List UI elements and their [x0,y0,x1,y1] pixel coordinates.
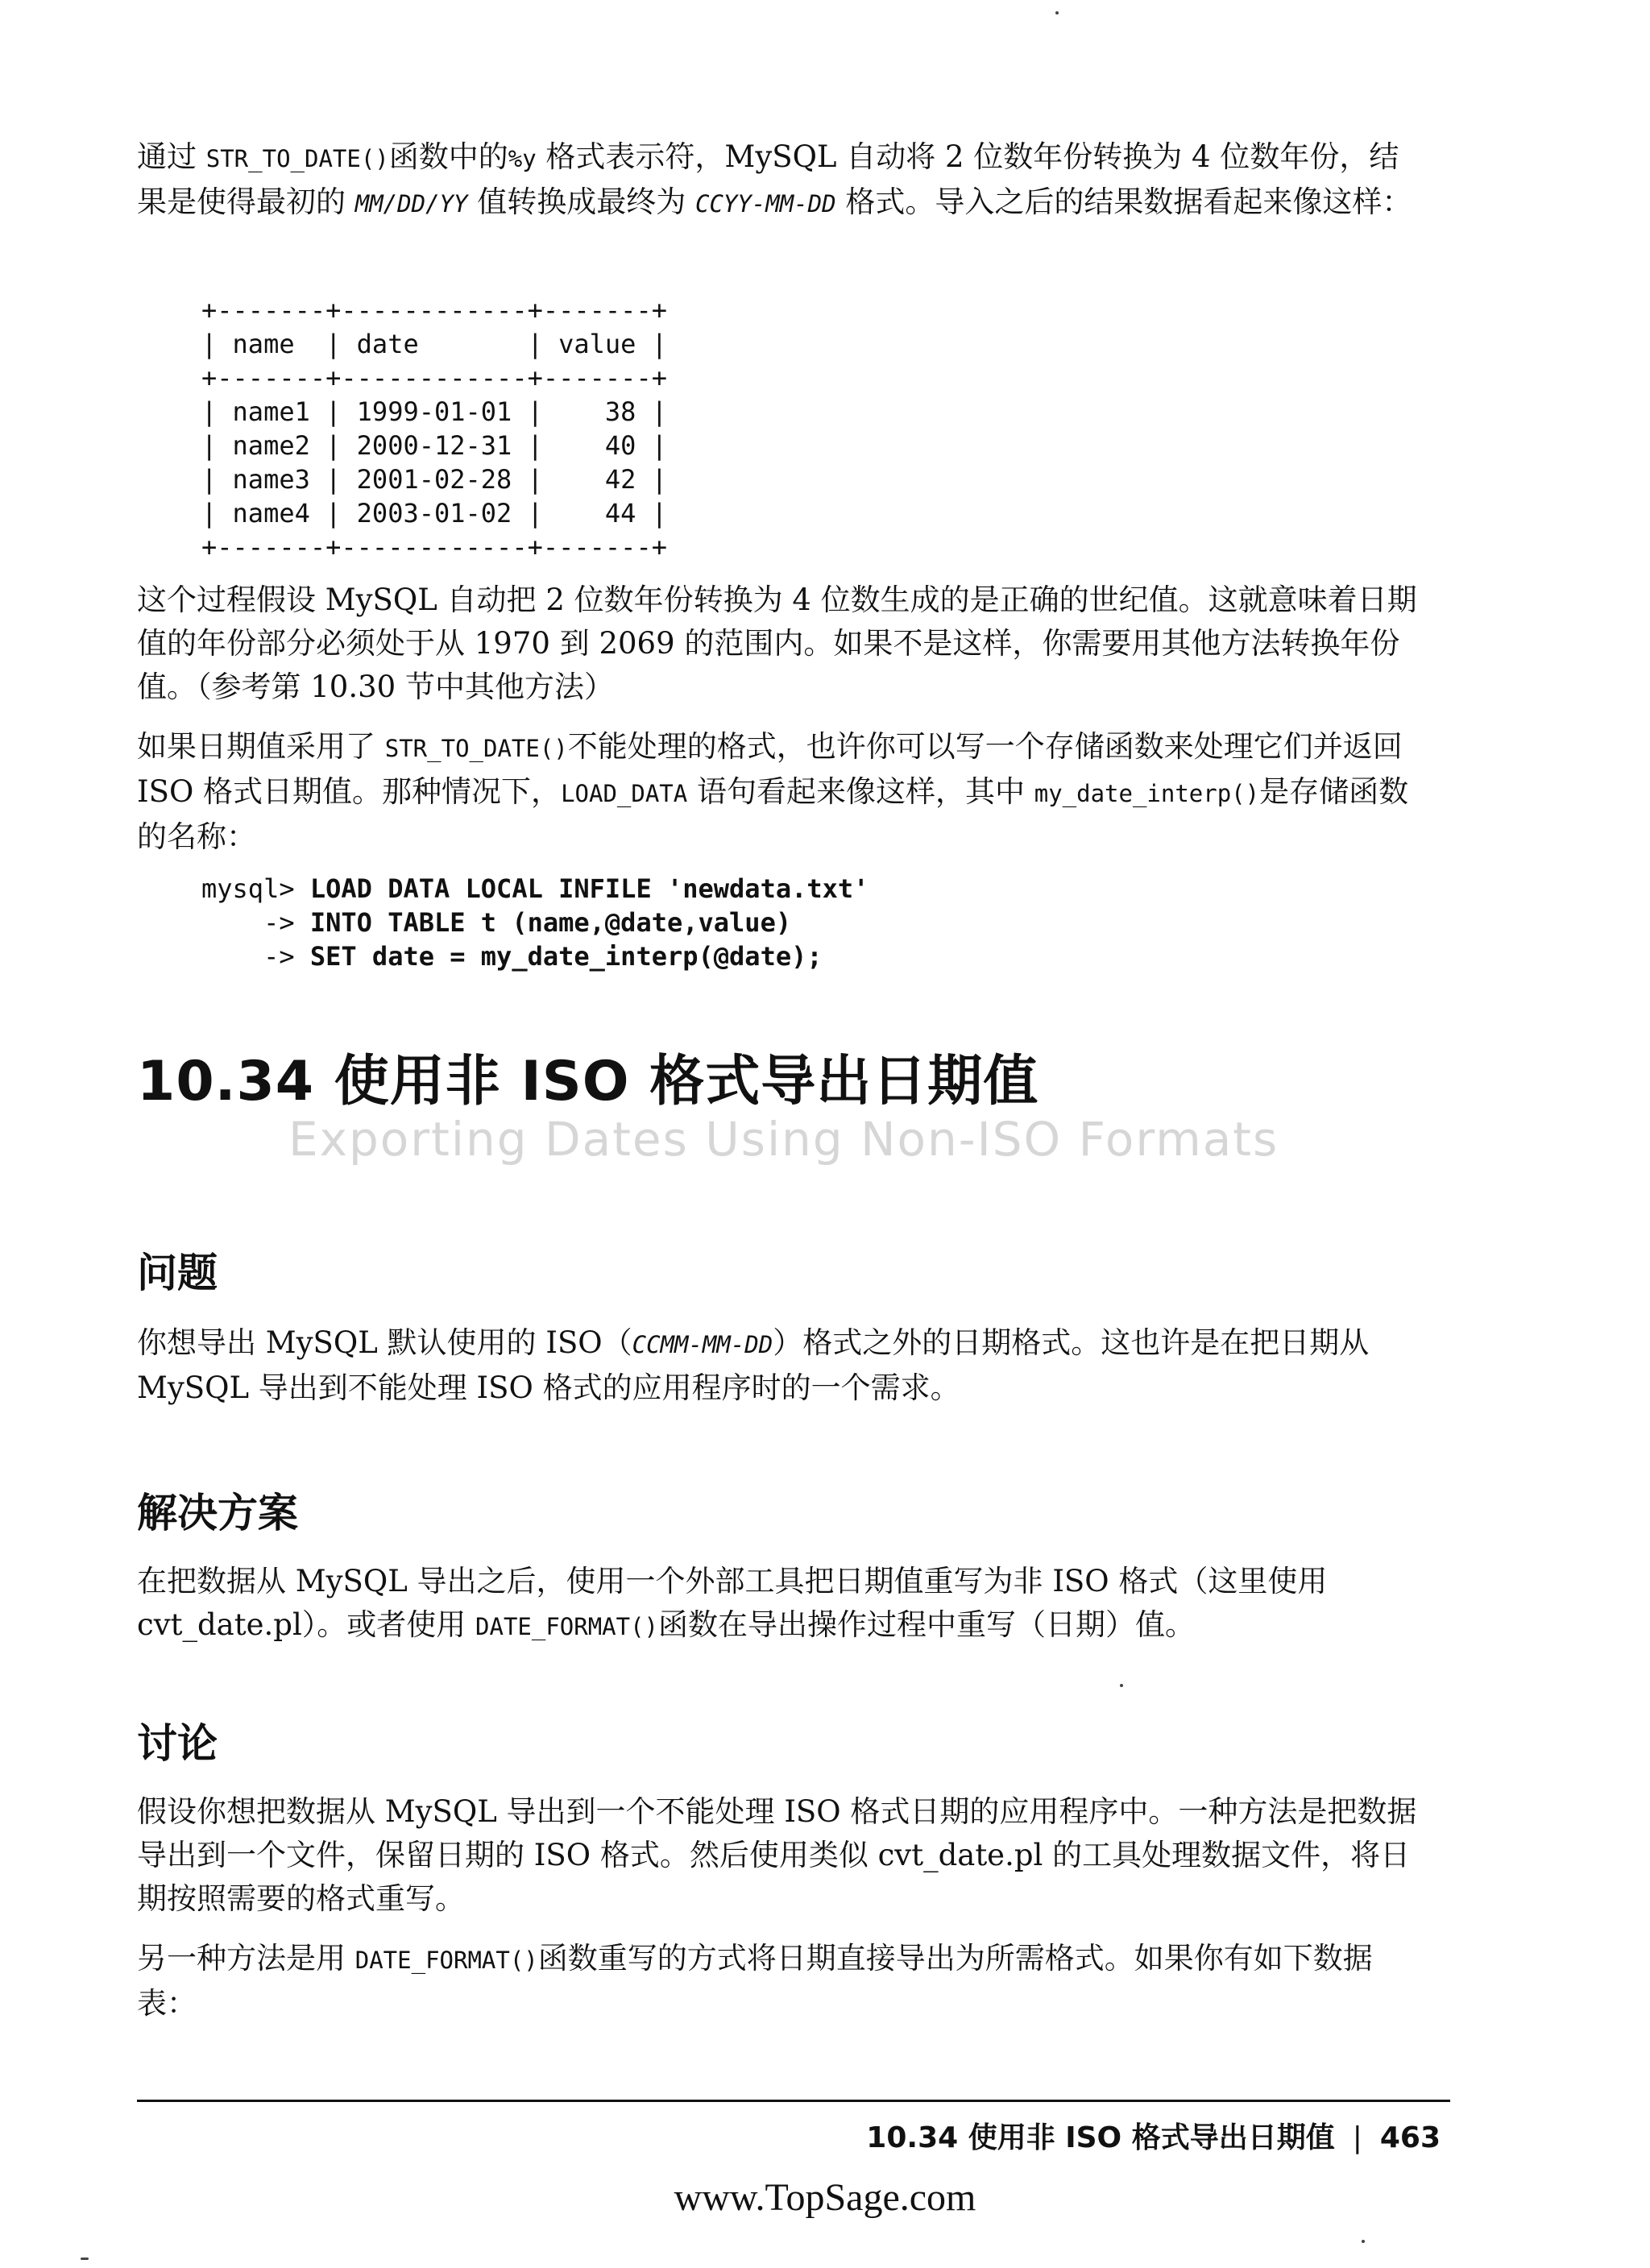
continuation-prompt: -> [201,907,310,938]
website-watermark: www.TopSage.com [674,2176,976,2219]
text-run: 另一种方法是用 [137,1941,355,1976]
text-run: 函数重写的方式将日期直接导出为所需格式。如果你有如下数据表： [137,1941,1373,2021]
text-run: 是存储函数的名称： [137,774,1409,854]
result-table: +-------+------------+-------+ | name | date | value | +-------+------------+-------+ | name1 | 1999-01-01 | 38 | | name2 | 2000-12-31 | 40 | | name3 | 2001-02-28 | 42 | | name4 | 2003-01-02 | 44 | +-------+------------+-------+ [201,295,667,562]
text-run: 你想导出 MySQL 默认使用的 ISO（ [137,1325,632,1360]
problem-paragraph [137,1321,1418,1410]
stored-function-paragraph [137,725,1418,859]
sql-code-block [201,872,869,973]
inline-code: DATE_FORMAT() [475,1613,659,1640]
footer-separator: | [1352,2121,1362,2154]
solution-paragraph [137,1560,1418,1648]
intro-paragraph [137,135,1418,226]
scan-speck [1362,2240,1365,2243]
inline-code: my_date_interp() [1034,780,1260,807]
discussion-heading: 讨论 [137,1720,218,1767]
problem-heading: 问题 [137,1250,218,1296]
text-run: 格式表示符，MySQL 自动将 2 位数年份转换为 4 位数年份，结果是使得最初的 [137,139,1399,219]
inline-code: CCMM-MM-DD [632,1331,773,1358]
inline-code: CCYY-MM-DD [694,190,836,218]
text-run: 函数在导出操作过程中重写（日期）值。 [658,1607,1196,1642]
section-subtitle-english: Exporting Dates Using Non-ISO Formats [288,1112,1279,1167]
text-run: 如果日期值采用了 [137,729,385,764]
footer-rule [137,2100,1450,2102]
solution-heading: 解决方案 [137,1490,298,1536]
scan-speck [1055,11,1059,15]
scan-speck [81,2258,89,2260]
inline-code: LOAD_DATA [561,780,688,807]
text-run: 在把数据从 MySQL 导出之后，使用一个外部工具把日期值重写为非 ISO 格式（这里使用 cvt_date.pl）。或者使用 [137,1564,1328,1642]
inline-code: STR_TO_DATE() [384,735,568,762]
text-run: 语句看起来像这样，其中 [687,774,1034,809]
scan-speck [1120,1684,1123,1687]
code-line: LOAD DATA LOCAL INFILE 'newdata.txt' [309,873,869,904]
inline-code: %y [508,145,537,172]
text-run: 不能处理的格式，也许你可以写一个存储函数来处理它们并返回 ISO 格式日期值。那种情况下， [137,729,1403,809]
code-line: INTO TABLE t (name,@date,value) [309,907,792,938]
discussion-paragraph-2 [137,1937,1418,2025]
section-heading: 10.34 使用非 ISO 格式导出日期值 [137,1050,1039,1113]
text-run: 通过 [137,139,206,174]
century-paragraph: 这个过程假设 MySQL 自动把 2 位数年份转换为 4 位数生成的是正确的世纪值。这就意味着日期值的年份部分必须处于从 1970 到 2069 的范围内。如果不是这样，你需要用其他方法转换年份值。（参考第 10.30 节中其他方法） [137,583,1417,704]
footer-section-title: 10.34 使用非 ISO 格式导出日期值 [866,2121,1335,2154]
discussion-paragraph-1: 假设你想把数据从 MySQL 导出到一个不能处理 ISO 格式日期的应用程序中。一种方法是把数据导出到一个文件，保留日期的 ISO 格式。然后使用类似 cvt_date.pl 的工具处理数据文件，将日期按照需要的格式重写。 [137,1794,1417,1916]
inline-code: MM/DD/YY [354,190,468,218]
code-line: SET date = my_date_interp(@date); [309,941,823,972]
sql-prompt: mysql> [201,873,310,904]
text-run: 函数中的 [388,139,508,174]
running-footer [866,2115,1441,2156]
continuation-prompt: -> [201,941,310,972]
text-run: 值转换成最终为 [467,185,695,219]
inline-code: STR_TO_DATE() [205,145,389,172]
text-run: ）格式之外的日期格式。这也许是在把日期从 MySQL 导出到不能处理 ISO 格式的应用程序时的一个需求。 [137,1325,1370,1405]
inline-code: DATE_FORMAT() [354,1947,538,1974]
text-run: 格式。导入之后的结果数据看起来像这样： [835,185,1412,219]
page-number: 463 [1379,2121,1441,2154]
